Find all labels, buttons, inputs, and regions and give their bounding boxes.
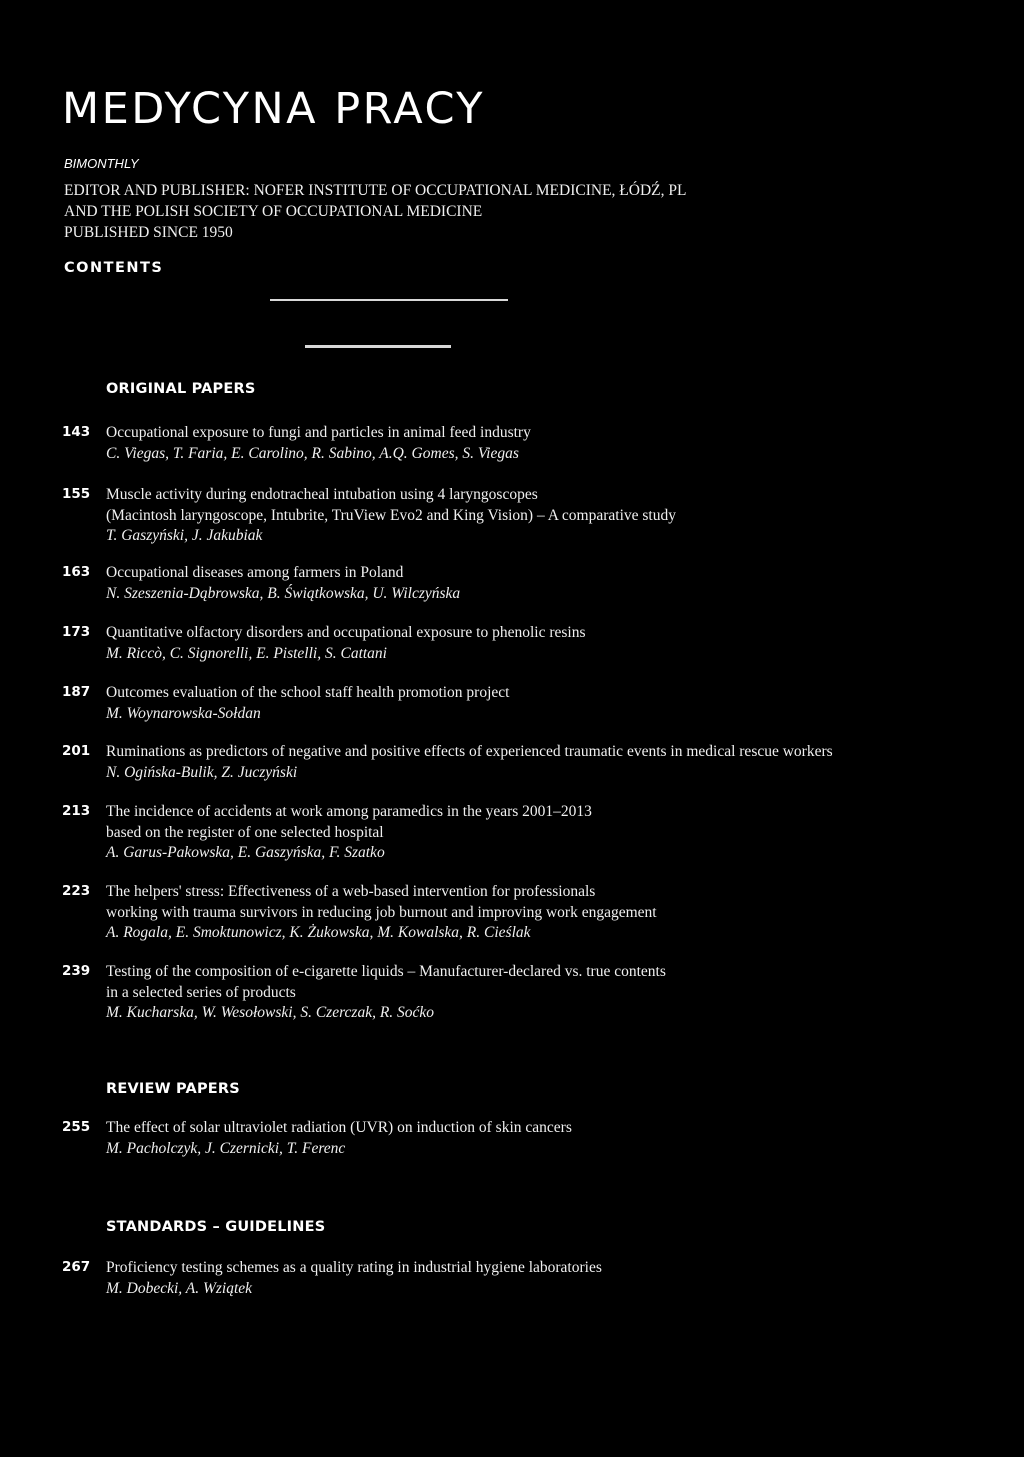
divider-rule: [270, 299, 508, 301]
page-number: 223: [62, 883, 91, 899]
entry-body: [106, 485, 676, 547]
page-number: 239: [62, 963, 91, 979]
article-authors: N. Szeszenia-Dąbrowska, B. Świątkowska, U. Wilczyńska: [106, 584, 461, 602]
article-authors: M. Dobecki, A. Wziątek: [106, 1279, 253, 1297]
society-line: AND THE POLISH SOCIETY OF OCCUPATIONAL MEDICINE: [64, 203, 483, 220]
page-number: 155: [62, 486, 91, 502]
article-title: The helpers' stress: Effectiveness of a web-based intervention for professionals: [106, 883, 596, 900]
entry-body: [106, 423, 531, 464]
entry-body: [106, 882, 657, 944]
article-authors: A. Garus-Pakowska, E. Gaszyńska, F. Szatko: [106, 844, 385, 861]
entry-body: [106, 623, 586, 664]
article-title: Quantitative olfactory disorders and occupational exposure to phenolic resins: [106, 624, 586, 641]
article-authors: M. Pacholczyk, J. Czernicki, T. Ferenc: [106, 1139, 346, 1157]
article-authors: M. Riccò, C. Signorelli, E. Pistelli, S. Cattani: [106, 644, 387, 662]
page-number: 201: [62, 743, 91, 759]
entry-body: [106, 962, 666, 1024]
since-line: PUBLISHED SINCE 1950: [64, 224, 233, 241]
section-heading: REVIEW PAPERS: [106, 1081, 240, 1097]
page-number: 255: [62, 1119, 91, 1135]
article-title: in a selected series of products: [106, 983, 296, 1001]
entry-body: [106, 1118, 572, 1159]
article-authors: A. Rogala, E. Smoktunowicz, K. Żukowska, M. Kowalska, R. Cieślak: [106, 924, 531, 941]
entry-body: [106, 742, 833, 783]
article-title: Testing of the composition of e-cigarette liquids – Manufacturer-declared vs. true contents: [106, 963, 666, 980]
article-authors: M. Woynarowska-Sołdan: [106, 704, 261, 722]
entry-body: [106, 683, 509, 724]
section-heading: ORIGINAL PAPERS: [106, 381, 256, 397]
journal-title: MEDYCYNA PRACY: [62, 84, 485, 134]
page-number: 187: [62, 684, 91, 700]
article-title: The effect of solar ultraviolet radiation (UVR) on induction of skin cancers: [106, 1119, 572, 1136]
article-authors: N. Ogińska-Bulik, Z. Juczyński: [106, 763, 298, 781]
article-authors: M. Kucharska, W. Wesołowski, S. Czerczak, R. Soćko: [106, 1004, 435, 1021]
frequency-label: BIMONTHLY: [64, 156, 139, 171]
article-title: Outcomes evaluation of the school staff health promotion project: [106, 684, 510, 701]
article-title: (Macintosh laryngoscope, Intubrite, TruView Evo2 and King Vision) – A comparative study: [106, 506, 676, 524]
article-title: working with trauma survivors in reducing job burnout and improving work engagement: [106, 903, 657, 921]
contents-heading: CONTENTS: [64, 260, 164, 276]
page-number: 143: [62, 424, 91, 440]
article-title: Occupational exposure to fungi and particles in animal feed industry: [106, 424, 531, 441]
article-authors: T. Gaszyński, J. Jakubiak: [106, 527, 263, 544]
entry-body: [106, 802, 592, 864]
section-heading: STANDARDS – GUIDELINES: [106, 1219, 326, 1235]
divider-rule: [305, 345, 451, 348]
publisher-info: [64, 180, 686, 243]
article-title: Muscle activity during endotracheal intubation using 4 laryngoscopes: [106, 486, 538, 503]
article-title: Occupational diseases among farmers in Poland: [106, 564, 404, 581]
article-authors: C. Viegas, T. Faria, E. Carolino, R. Sabino, A.Q. Gomes, S. Viegas: [106, 444, 519, 462]
article-title: The incidence of accidents at work among paramedics in the years 2001–2013: [106, 803, 592, 820]
page-number: 267: [62, 1259, 91, 1275]
entry-body: [106, 1258, 602, 1299]
editor-line: EDITOR AND PUBLISHER: NOFER INSTITUTE OF OCCUPATIONAL MEDICINE, ŁÓDŹ, PL: [64, 182, 687, 199]
article-title: based on the register of one selected hospital: [106, 823, 384, 841]
article-title: Proficiency testing schemes as a quality rating in industrial hygiene laboratories: [106, 1259, 602, 1276]
page-number: 163: [62, 564, 91, 580]
page-number: 213: [62, 803, 91, 819]
entry-body: [106, 563, 460, 604]
page-number: 173: [62, 624, 91, 640]
article-title: Ruminations as predictors of negative and positive effects of experienced traumatic events in medical rescue workers: [106, 743, 833, 760]
